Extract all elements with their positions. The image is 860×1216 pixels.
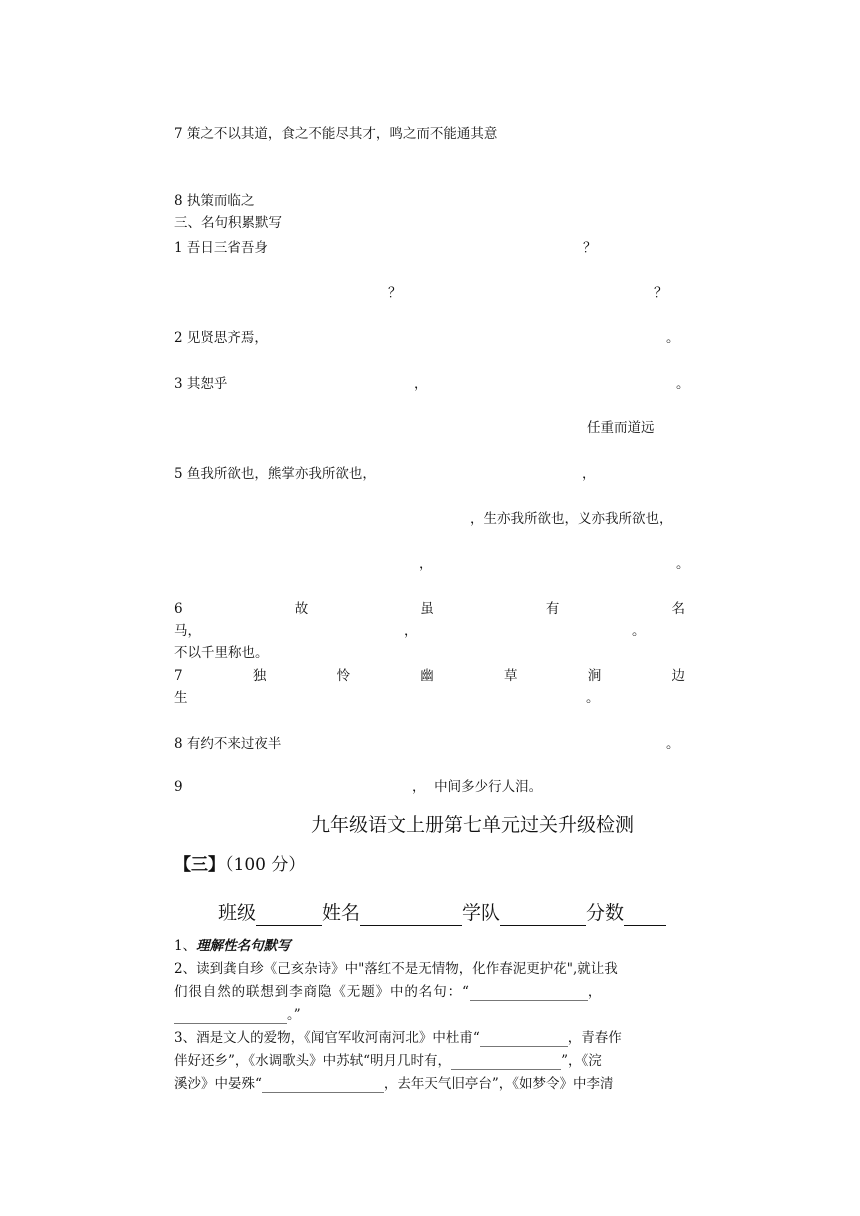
answer-blank[interactable] bbox=[470, 986, 588, 1001]
exam-title: 九年级语文上册第七单元过关升级检测 bbox=[311, 814, 635, 836]
score-field[interactable] bbox=[624, 906, 666, 926]
exam-q3-line-3 bbox=[174, 1075, 614, 1093]
class-label: 班级 bbox=[218, 902, 257, 924]
exam-q2-line-1: 2、读到龚自珍《己亥杂诗》中"落红不是无情物，化作春泥更护花",就让我 bbox=[174, 961, 618, 977]
answer-blank[interactable] bbox=[451, 1055, 561, 1070]
fill-q7-line-2-end: 。 bbox=[586, 690, 600, 706]
exam-q3-line-3-start: 溪沙》中晏殊“ bbox=[174, 1076, 262, 1092]
answer-blank[interactable] bbox=[262, 1078, 384, 1093]
exam-subtitle-score: （100 分） bbox=[225, 855, 306, 875]
answer-blank[interactable] bbox=[480, 1032, 568, 1047]
exam-q2-line-2 bbox=[174, 983, 685, 1001]
fill-q6-line-2-end: 。 bbox=[632, 623, 646, 639]
fill-q5-comma: ， bbox=[582, 466, 596, 482]
exam-q3-line-2-start: 伴好还乡”，《水调歌头》中苏轼“明月几时有， bbox=[174, 1053, 452, 1069]
fill-q1-mark: ？ bbox=[654, 285, 668, 301]
fill-q6-line-1 bbox=[174, 600, 685, 618]
fill-q4-text: 任重而道远 bbox=[587, 420, 655, 436]
exam-subtitle bbox=[174, 853, 305, 877]
student-info-row bbox=[218, 900, 666, 926]
exam-q1-num: 1、 bbox=[174, 938, 197, 954]
fill-q7-char: 幽 bbox=[420, 668, 434, 684]
fill-q6-char: 故 bbox=[294, 601, 309, 617]
fill-q8-prefix: 8 有约不来过夜半 bbox=[174, 736, 282, 752]
fill-q7-char: 7 bbox=[174, 668, 183, 684]
fill-q6-char: 名 bbox=[671, 601, 685, 617]
exam-q3-line-3-end: ，去年天气旧亭台”，《如梦令》中李清 bbox=[383, 1076, 614, 1092]
exam-q2-line-3-end: 。” bbox=[287, 1007, 301, 1023]
fill-q1-prefix: 1 吾日三省吾身 bbox=[174, 240, 268, 256]
fill-q3-prefix: 3 其恕乎 bbox=[174, 376, 228, 392]
fill-q3-comma: ， bbox=[414, 376, 428, 392]
classical-item-7: 7 策之不以其道，食之不能尽其才，鸣之而不能通其意 bbox=[174, 126, 498, 142]
exam-q2-comma: ， bbox=[587, 984, 602, 1000]
fill-q2-end: 。 bbox=[666, 330, 680, 346]
fill-q7-char: 独 bbox=[252, 668, 267, 684]
fill-q7-char: 怜 bbox=[336, 668, 351, 684]
name-label: 姓名 bbox=[322, 902, 361, 924]
fill-q6-line-3: 不以千里称也。 bbox=[174, 645, 269, 661]
exam-q2-line-3 bbox=[174, 1006, 301, 1024]
fill-q9-text: ， 中间多少行人泪。 bbox=[412, 779, 543, 795]
fill-q7-char: 草 bbox=[504, 668, 518, 684]
fill-q9-num: 9 bbox=[174, 779, 183, 795]
fill-q5-end: 。 bbox=[676, 556, 690, 572]
score-label: 分数 bbox=[586, 902, 625, 924]
fill-q5-line-2: ，生亦我所欲也，义亦我所欲也， bbox=[470, 511, 673, 527]
fill-q2-prefix: 2 见贤思齐焉， bbox=[174, 330, 268, 346]
fill-q6-char: 虽 bbox=[420, 601, 434, 617]
section-3-title: 三、名句积累默写 bbox=[174, 215, 282, 231]
answer-blank[interactable] bbox=[174, 1009, 287, 1024]
fill-q6-line-2-start: 马， bbox=[174, 623, 201, 639]
fill-q5-prefix: 5 鱼我所欲也，熊掌亦我所欲也， bbox=[174, 466, 376, 482]
classical-item-8: 8 执策而临之 bbox=[174, 193, 255, 209]
fill-q6-char: 有 bbox=[545, 601, 560, 617]
class-field[interactable] bbox=[256, 906, 322, 926]
fill-q5-comma: ， bbox=[419, 556, 433, 572]
exam-q1-title: 理解性名句默写 bbox=[196, 938, 291, 954]
exam-q3-line-2-end: ”，《浣 bbox=[561, 1053, 602, 1069]
exam-q1 bbox=[174, 937, 291, 955]
fill-q7-char: 边 bbox=[671, 668, 685, 684]
fill-q6-char: 6 bbox=[174, 601, 183, 617]
name-field[interactable] bbox=[360, 906, 462, 926]
fill-q7-line-2-start: 生 bbox=[174, 690, 188, 706]
fill-q1-mark: ？ bbox=[583, 240, 597, 256]
fill-q7-char: 涧 bbox=[587, 668, 602, 684]
exam-q2-line-2-start: 们很自然的联想到李商隐《无题》中的名句：“ bbox=[174, 984, 470, 1000]
fill-q7-line-1 bbox=[174, 667, 685, 685]
exam-q3-line-1-end: ，青春作 bbox=[567, 1030, 622, 1046]
exam-q3-line-1 bbox=[174, 1029, 622, 1047]
team-field[interactable] bbox=[500, 906, 586, 926]
fill-q6-line-2-comma: ， bbox=[404, 623, 418, 639]
fill-q3-end: 。 bbox=[676, 376, 690, 392]
exam-q3-line-2 bbox=[174, 1052, 602, 1070]
exam-q3-line-1-start: 3、酒是文人的爱物，《闻官军收河南河北》中杜甫“ bbox=[174, 1030, 480, 1046]
team-label: 学队 bbox=[462, 902, 501, 924]
fill-q8-end: 。 bbox=[666, 736, 680, 752]
exam-subtitle-bracket: 【三】 bbox=[174, 855, 225, 875]
fill-q1-mark: ？ bbox=[388, 285, 402, 301]
